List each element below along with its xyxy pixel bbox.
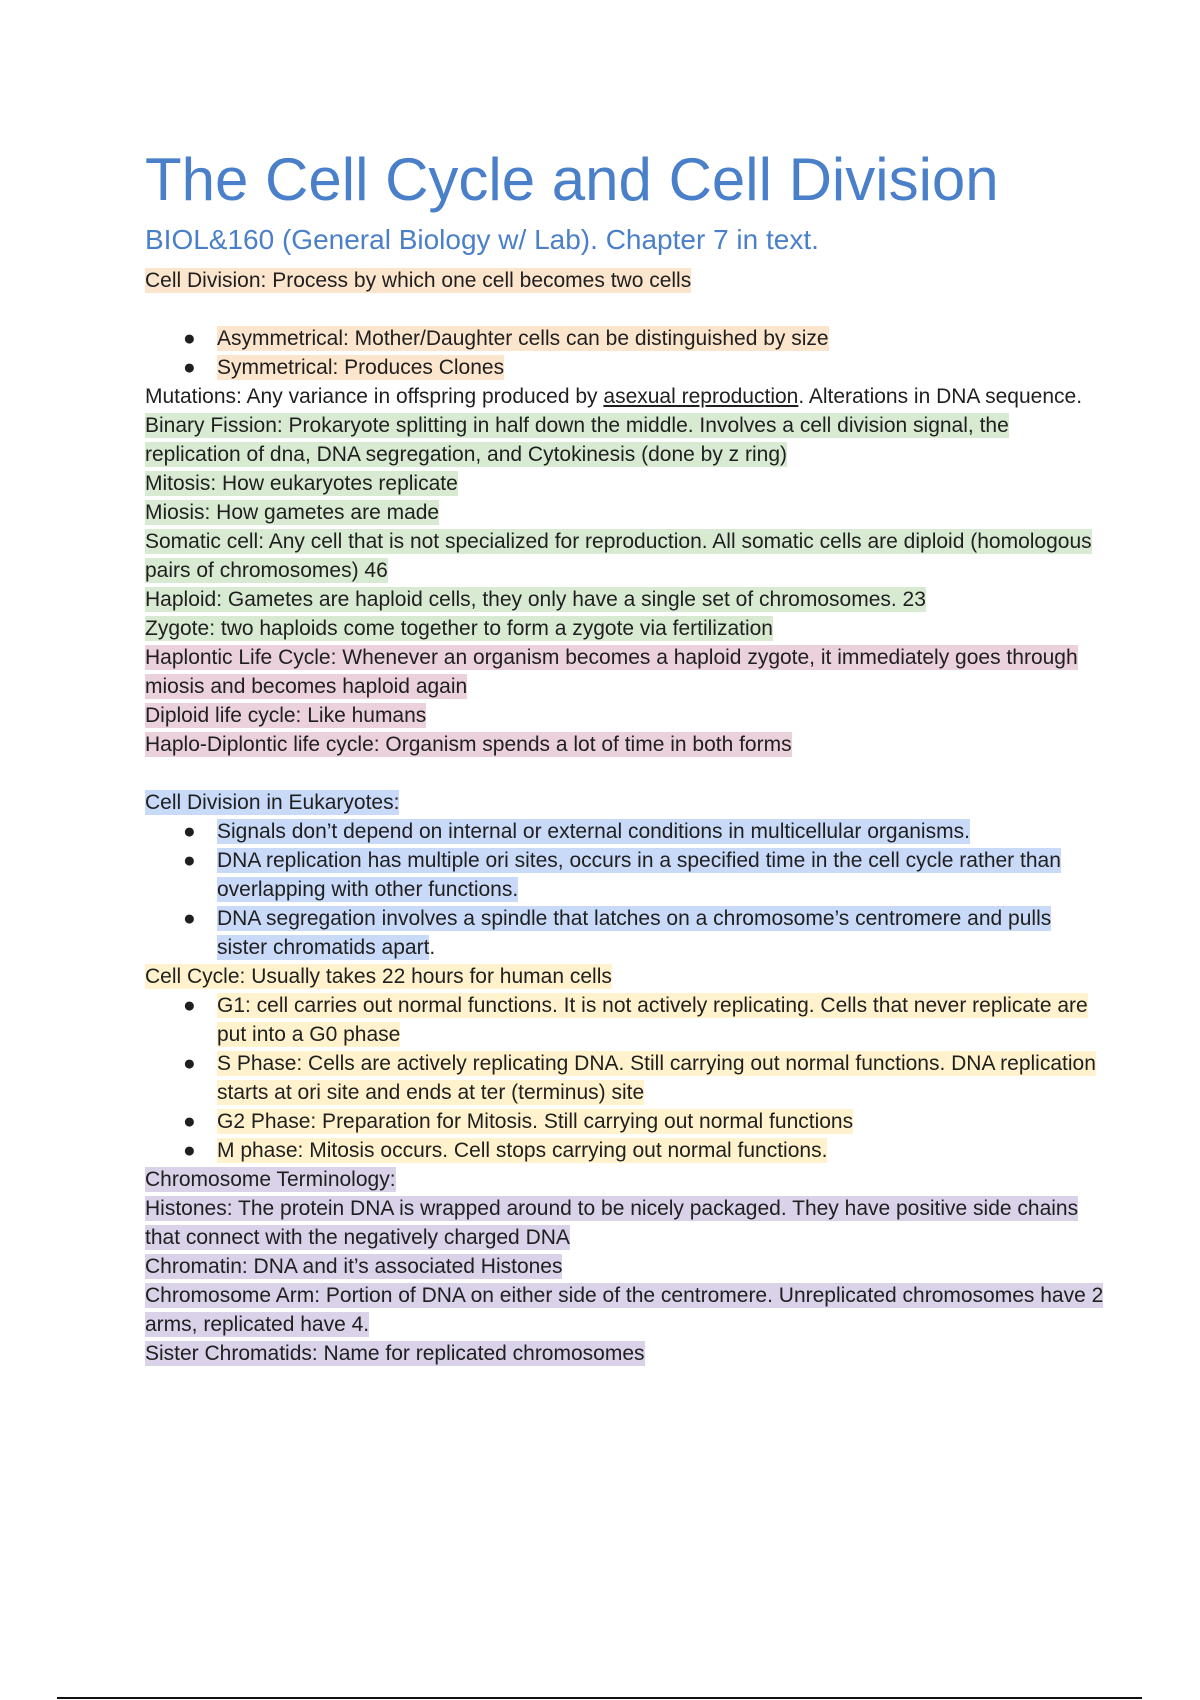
list-item	[183, 904, 1105, 962]
euk-item-text: DNA replication has multiple ori sites, occurs in a specified time in the cell cycle rather than overlapping with other functions.	[217, 849, 1061, 901]
haploid-line	[145, 585, 1105, 614]
bullet-icon: ●	[183, 1110, 196, 1133]
cycle-heading-line	[145, 962, 1105, 991]
list-item	[183, 817, 1105, 846]
list-item	[183, 846, 1105, 904]
cycle-heading: Cell Cycle: Usually takes 22 hours for human cells	[145, 965, 612, 988]
document-page	[145, 140, 1105, 1368]
bullet-icon: ●	[183, 820, 196, 843]
binary-fission-text: Binary Fission: Prokaryote splitting in half down the middle. Involves a cell division signal, the replication of dna, DNA segregation, and Cytokinesis (done by z ring)	[145, 414, 1009, 466]
euk-heading-line	[145, 788, 1105, 817]
euk-item-tail: .	[429, 936, 436, 959]
histones-line	[145, 1194, 1105, 1252]
chromatin-line	[145, 1252, 1105, 1281]
cycle-item-text: M phase: Mitosis occurs. Cell stops carrying out normal functions.	[217, 1139, 828, 1162]
cell-division-text: Cell Division: Process by which one cell becomes two cells	[145, 269, 692, 292]
euk-item-text: Signals don’t depend on internal or external conditions in multicellular organisms.	[217, 820, 970, 843]
bullet-icon: ●	[183, 327, 196, 350]
bullet-icon: ●	[183, 1052, 196, 1075]
doc-title: The Cell Cycle and Cell Division	[145, 146, 999, 213]
bullet-icon: ●	[183, 356, 196, 379]
somatic-text: Somatic cell: Any cell that is not specialized for reproduction. All somatic cells are diploid (homologous pairs of chromosomes) 46	[145, 530, 1092, 582]
chrom-heading: Chromosome Terminology:	[145, 1168, 396, 1191]
cycle-item-text: S Phase: Cells are actively replicating DNA. Still carrying out normal functions. DNA replication starts at ori site and ends at ter (terminus) site	[217, 1052, 1096, 1104]
doc-subtitle: BIOL&160 (General Biology w/ Lab). Chapter 7 in text.	[145, 224, 819, 255]
cycle-item-text: G1: cell carries out normal functions. It is not actively replicating. Cells that never replicate are put into a G0 phase	[217, 994, 1088, 1046]
zygote-line	[145, 614, 1105, 643]
zygote-text: Zygote: two haploids come together to form a zygote via fertilization	[145, 617, 773, 640]
list-item	[183, 1107, 1105, 1136]
chrom-arm-line	[145, 1281, 1105, 1339]
division-type-list	[145, 324, 1105, 382]
list-item	[183, 991, 1105, 1049]
euk-item-text: DNA segregation involves a spindle that latches on a chromosome’s centromere and pulls sister chromatids apart	[217, 907, 1052, 959]
cell-division-line	[145, 266, 1105, 295]
diploid-line	[145, 701, 1105, 730]
miosis-line	[145, 498, 1105, 527]
mutations-line	[145, 382, 1105, 411]
list-item	[183, 353, 1105, 382]
bullet-icon: ●	[183, 907, 196, 930]
haploid-text: Haploid: Gametes are haploid cells, they only have a single set of chromosomes. 23	[145, 588, 926, 611]
bullet-icon: ●	[183, 1139, 196, 1162]
chrom-arm-text: Chromosome Arm: Portion of DNA on either side of the centromere. Unreplicated chromosomes have 2 arms, replicated have 4.	[145, 1284, 1104, 1336]
diploid-text: Diploid life cycle: Like humans	[145, 704, 427, 727]
chromatin-text: Chromatin: DNA and it’s associated Histones	[145, 1255, 563, 1278]
bullet-icon: ●	[183, 994, 196, 1017]
asexual-reproduction-link[interactable]: asexual reproduction	[603, 385, 799, 408]
haplo-diplontic-text: Haplo-Diplontic life cycle: Organism spends a lot of time in both forms	[145, 733, 792, 756]
asymmetrical-text: Asymmetrical: Mother/Daughter cells can be distinguished by size	[217, 327, 829, 350]
chrom-heading-line	[145, 1165, 1105, 1194]
footer-divider	[57, 1697, 1142, 1699]
haplo-diplontic-line	[145, 730, 1105, 759]
spacer	[145, 295, 1105, 324]
haplontic-line	[145, 643, 1105, 701]
miosis-text: Miosis: How gametes are made	[145, 501, 440, 524]
eukaryote-list	[145, 817, 1105, 962]
spacer	[145, 759, 1105, 788]
bullet-icon: ●	[183, 849, 196, 872]
list-item	[183, 1136, 1105, 1165]
mitosis-line	[145, 469, 1105, 498]
histones-text: Histones: The protein DNA is wrapped around to be nicely packaged. They have positive side chains that connect with the negatively charged DNA	[145, 1197, 1079, 1249]
list-item	[183, 324, 1105, 353]
cycle-item-text: G2 Phase: Preparation for Mitosis. Still carrying out normal functions	[217, 1110, 854, 1133]
mutations-text-a: Mutations: Any variance in offspring produced by	[145, 385, 604, 408]
somatic-line	[145, 527, 1105, 585]
haplontic-text: Haplontic Life Cycle: Whenever an organism becomes a haploid zygote, it immediately goes through miosis and becomes haploid again	[145, 646, 1078, 698]
list-item	[183, 1049, 1105, 1107]
symmetrical-text: Symmetrical: Produces Clones	[217, 356, 505, 379]
sister-text: Sister Chromatids: Name for replicated chromosomes	[145, 1342, 645, 1365]
cell-cycle-list	[145, 991, 1105, 1165]
binary-fission-line	[145, 411, 1105, 469]
sister-line	[145, 1339, 1105, 1368]
euk-heading: Cell Division in Eukaryotes:	[145, 791, 400, 814]
mitosis-text: Mitosis: How eukaryotes replicate	[145, 472, 458, 495]
mutations-text-b: . Alterations in DNA sequence.	[798, 385, 1083, 408]
